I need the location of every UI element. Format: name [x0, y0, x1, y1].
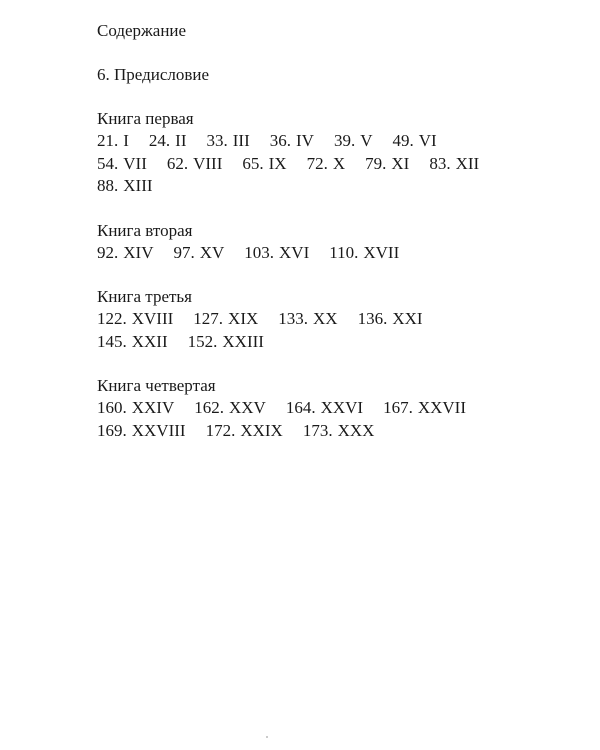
chapter-entry — [97, 420, 186, 443]
chapter-page-number: 49. — [392, 131, 414, 150]
chapter-numeral: XIII — [123, 176, 153, 195]
chapter-numeral: XXVI — [320, 398, 364, 417]
chapter-numeral: XXII — [131, 331, 168, 351]
chapter-page-number: 167. — [383, 398, 413, 417]
chapter-entry — [97, 130, 129, 153]
chapter-list — [97, 130, 517, 198]
chapter-entry — [207, 130, 250, 153]
chapter-numeral: XV — [199, 242, 225, 262]
book-heading: Книга первая — [97, 109, 194, 128]
chapter-page-number: 152. — [187, 331, 218, 351]
chapter-numeral: XVIII — [131, 309, 174, 328]
chapter-numeral: XII — [455, 153, 480, 173]
chapter-entry — [358, 308, 423, 331]
book-heading: Книга вторая — [97, 220, 193, 240]
chapter-numeral: XIV — [123, 242, 154, 262]
chapter-entry — [334, 130, 373, 153]
chapter-numeral: IV — [295, 131, 314, 150]
chapter-page-number: 169. — [97, 420, 127, 440]
chapter-numeral: VII — [123, 153, 147, 173]
chapter-page-number: 162. — [194, 398, 224, 417]
chapter-entry — [193, 308, 258, 331]
chapter-page-number: 133. — [278, 309, 309, 328]
chapter-page-number: 97. — [173, 242, 195, 262]
chapter-numeral: III — [232, 131, 250, 150]
chapter-page-number: 173. — [302, 420, 333, 440]
chapter-entry — [242, 153, 286, 176]
chapter-entry — [97, 242, 153, 265]
chapter-page-number: 62. — [166, 153, 189, 173]
preface-entry: 6. Предисловие — [97, 65, 210, 84]
chapter-numeral: XXIX — [240, 420, 283, 440]
chapter-entry — [167, 153, 223, 176]
chapter-page-number: 103. — [244, 242, 275, 262]
chapter-numeral: XIX — [228, 309, 259, 328]
chapter-page-number: 145. — [97, 331, 127, 351]
chapter-numeral: X — [332, 153, 346, 173]
chapter-page-number: 24. — [148, 131, 171, 150]
book-section — [97, 220, 567, 265]
chapter-entry — [97, 308, 173, 331]
chapter-entry — [194, 397, 266, 420]
chapter-page-number: 79. — [365, 153, 387, 173]
chapter-numeral: VI — [418, 131, 437, 150]
chapter-page-number: 127. — [193, 309, 224, 328]
chapter-numeral: XXV — [229, 398, 266, 417]
chapter-numeral: I — [123, 131, 129, 150]
chapter-entry — [173, 242, 224, 265]
chapter-numeral: XXIV — [131, 398, 175, 417]
chapter-numeral: XI — [391, 153, 410, 173]
chapter-entry — [270, 130, 314, 153]
chapter-page-number: 136. — [357, 309, 388, 328]
chapter-entry — [97, 175, 153, 198]
chapter-page-number: 110. — [329, 242, 359, 262]
chapter-numeral: XVII — [363, 242, 400, 262]
chapter-page-number: 36. — [269, 131, 291, 150]
chapter-entry — [244, 242, 309, 265]
chapter-entry — [429, 153, 479, 176]
chapter-entry — [329, 242, 399, 265]
books-list — [97, 108, 567, 442]
chapter-page-number: 160. — [97, 398, 127, 417]
chapter-entry — [392, 130, 436, 153]
chapter-page-number: 72. — [306, 153, 328, 173]
chapter-entry — [383, 397, 466, 420]
chapter-list — [97, 308, 517, 353]
book-section — [97, 375, 567, 442]
chapter-page-number: 164. — [285, 398, 316, 417]
chapter-page-number: 172. — [205, 420, 236, 440]
chapter-page-number: 21. — [97, 131, 119, 150]
chapter-list — [97, 242, 517, 265]
chapter-page-number: 92. — [97, 242, 119, 262]
chapter-entry — [365, 153, 409, 176]
chapter-entry — [188, 331, 264, 354]
chapter-entry — [206, 420, 283, 443]
chapter-entry — [97, 153, 147, 176]
chapter-entry — [278, 308, 337, 331]
chapter-entry — [303, 420, 375, 443]
scan-speck — [266, 736, 268, 738]
chapter-list — [97, 397, 517, 442]
chapter-numeral: XXVIII — [131, 420, 186, 440]
chapter-numeral: V — [360, 131, 373, 150]
chapter-numeral: XXI — [392, 309, 423, 328]
chapter-entry — [97, 397, 174, 420]
chapter-page-number: 122. — [97, 309, 127, 328]
chapter-numeral: VIII — [193, 153, 223, 173]
chapter-numeral: II — [175, 131, 187, 150]
chapter-page-number: 65. — [242, 153, 264, 173]
chapter-numeral: XXX — [337, 420, 375, 440]
book-heading: Книга третья — [97, 287, 192, 306]
chapter-entry — [97, 331, 168, 354]
chapter-numeral: IX — [268, 153, 287, 173]
chapter-page-number: 54. — [97, 153, 119, 173]
chapter-page-number: 33. — [206, 131, 228, 150]
chapter-entry — [286, 397, 363, 420]
chapter-numeral: XX — [313, 309, 338, 328]
chapter-numeral: XXIII — [222, 331, 264, 351]
book-heading: Книга четвертая — [97, 376, 216, 395]
chapter-entry — [307, 153, 346, 176]
table-of-contents — [97, 20, 567, 442]
chapter-numeral: XVI — [279, 242, 310, 262]
toc-title: Содержание — [97, 21, 187, 40]
book-section — [97, 286, 567, 353]
chapter-page-number: 39. — [333, 131, 356, 150]
chapter-page-number: 88. — [97, 176, 119, 195]
chapter-numeral: XXVII — [417, 398, 466, 417]
chapter-page-number: 83. — [429, 153, 451, 173]
book-section — [97, 108, 567, 198]
chapter-entry — [149, 130, 187, 153]
